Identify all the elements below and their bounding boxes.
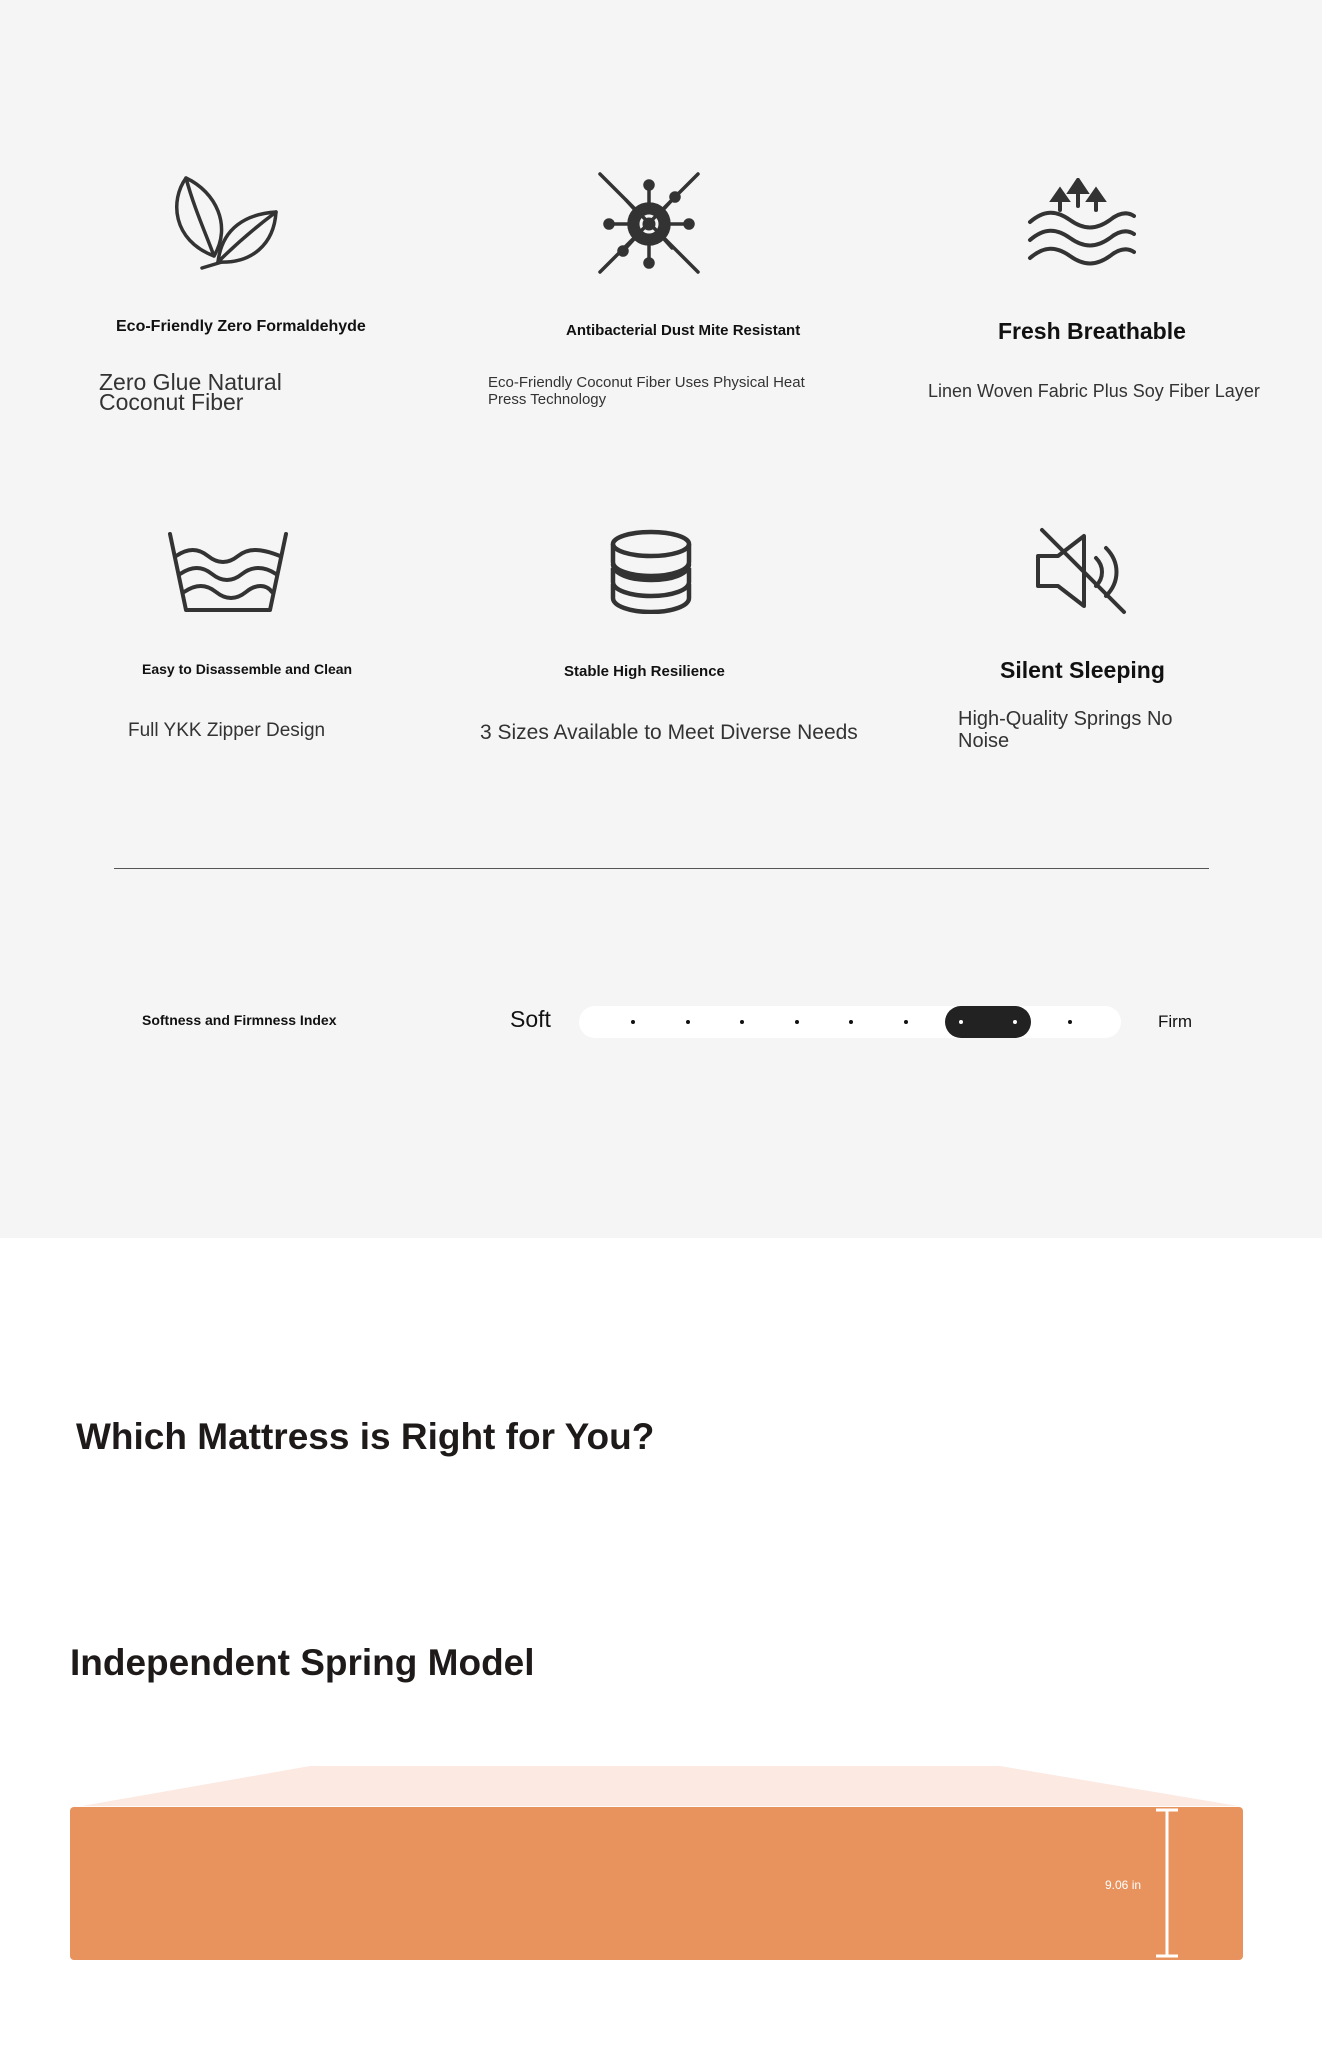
model-heading: Independent Spring Model — [70, 1642, 535, 1683]
mute-speaker-icon — [1034, 526, 1128, 616]
stacked-layers-icon — [608, 528, 694, 614]
feature-title: Silent Sleeping — [1000, 657, 1165, 683]
feature-title: Eco-Friendly Zero Formaldehyde — [116, 318, 366, 335]
leaf-icon — [172, 172, 282, 272]
firmness-scale — [579, 1006, 1121, 1038]
feature-description: Full YKK Zipper Design — [128, 720, 326, 741]
firmness-step-dot — [740, 1020, 744, 1024]
firmness-step-dot — [849, 1020, 853, 1024]
section-divider — [114, 868, 1209, 869]
feature-description: 3 Sizes Available to Meet Diverse Needs — [480, 721, 858, 744]
firmness-step-dot — [631, 1020, 635, 1024]
firm-label: Firm — [1158, 1012, 1192, 1031]
firmness-step-dot — [904, 1020, 908, 1024]
mattress-illustration — [70, 1762, 1243, 1962]
feature-description: Eco-Friendly Coconut Fiber Uses Physical Heat Press Technology — [488, 374, 805, 408]
mattress-selector-heading: Which Mattress is Right for You? — [76, 1416, 655, 1457]
firmness-selected-range — [945, 1006, 1032, 1038]
feature-title: Antibacterial Dust Mite Resistant — [566, 322, 801, 339]
feature-description: Zero Glue Natural Coconut Fiber — [99, 369, 282, 415]
firmness-step-dot — [686, 1020, 690, 1024]
firmness-index-label: Softness and Firmness Index — [142, 1012, 337, 1028]
mattress-side — [70, 1807, 1243, 1960]
soft-label: Soft — [510, 1006, 551, 1032]
breathable-waves-icon — [1026, 178, 1136, 266]
feature-description: Linen Woven Fabric Plus Soy Fiber Layer — [928, 381, 1260, 401]
feature-description: High-Quality Springs No Noise — [958, 708, 1173, 752]
feature-title: Easy to Disassemble and Clean — [142, 661, 353, 677]
firmness-step-dot — [1068, 1020, 1072, 1024]
firmness-step-dot — [959, 1020, 963, 1024]
height-dimension-marker — [1152, 1808, 1182, 1958]
height-label: 9.06 in — [1105, 1878, 1142, 1892]
feature-title: Fresh Breathable — [998, 318, 1186, 344]
wash-basin-icon — [166, 530, 290, 614]
firmness-step-dot — [795, 1020, 799, 1024]
mattress-top-surface — [70, 1762, 1243, 1810]
anti-mite-icon — [596, 172, 706, 276]
feature-title: Stable High Resilience — [564, 663, 725, 680]
